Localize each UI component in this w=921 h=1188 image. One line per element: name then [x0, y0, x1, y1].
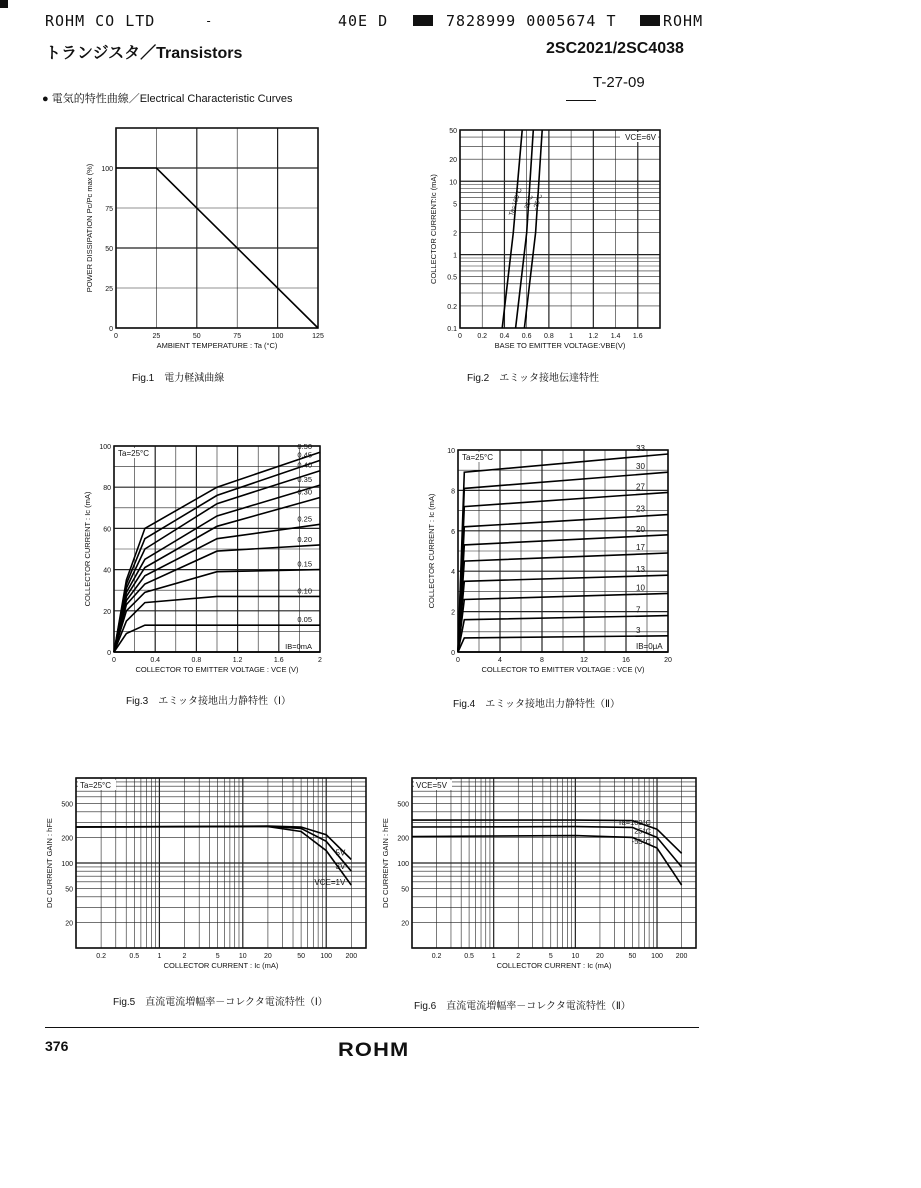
x-tick-label: 10	[238, 953, 247, 960]
y-axis-label: DC CURRENT GAIN : hFE	[381, 818, 390, 908]
x-tick-label: 0.6	[521, 333, 532, 340]
y-tick-label: 60	[103, 526, 111, 534]
y-tick-label: 200	[397, 835, 409, 843]
x-tick-label: 1	[157, 953, 162, 960]
y-tick-label: 0	[109, 326, 113, 333]
x-tick-label: 75	[233, 333, 242, 340]
series-line	[76, 826, 351, 859]
y-tick-label: 200	[61, 835, 73, 843]
black-block-icon	[413, 15, 433, 26]
curve-label: 0.05	[297, 615, 312, 625]
fig5-plot	[45, 778, 366, 970]
series-line	[516, 130, 534, 328]
y-tick-label: 80	[103, 485, 111, 493]
y-tick-label: 50	[449, 128, 457, 135]
x-tick-label: 0.5	[129, 953, 140, 960]
curve-label: 10	[636, 583, 645, 593]
curve-label: IB=0μA	[636, 642, 663, 651]
curve-label: 7	[636, 605, 641, 615]
x-tick-label: 50	[628, 953, 637, 960]
y-tick-label: 4	[451, 569, 455, 577]
curve-label: 30	[636, 462, 645, 472]
y-axis-label: COLLECTOR CURRENT:Ic (mA)	[429, 174, 438, 284]
x-tick-label: 20	[596, 953, 604, 960]
fig1-caption: Fig.1 電力軽減曲線	[132, 373, 225, 384]
x-tick-label: 2	[516, 953, 521, 960]
annotation-label: VCE=6V	[625, 133, 656, 142]
x-axis-label: AMBIENT TEMPERATURE : Ta (°C)	[156, 341, 278, 350]
y-tick-label: 25	[105, 286, 113, 293]
x-tick-label: 10	[571, 953, 580, 960]
chart-fig1	[60, 120, 350, 360]
curve-label: 33	[636, 444, 645, 454]
x-tick-label: 1.4	[610, 333, 621, 340]
y-axis-label: COLLECTOR CURRENT : Ic (mA)	[83, 491, 92, 607]
y-tick-label: 500	[397, 801, 409, 809]
x-tick-label: 12	[580, 657, 588, 664]
fig2-plot	[429, 128, 660, 350]
annotation-label: Ta=25°C	[462, 453, 493, 462]
curve-label: 0.15	[297, 559, 312, 569]
category-title: トランジスタ／Transistors	[45, 45, 243, 62]
y-tick-label: 10	[449, 179, 457, 187]
curve-label: 5V	[335, 848, 346, 858]
series-label: -25°C	[532, 193, 545, 212]
series-label: -55°C	[631, 837, 652, 847]
stamp-text: T-27-09	[593, 74, 645, 91]
x-tick-label: 0.2	[96, 953, 106, 960]
header-code1: 40E D	[338, 12, 389, 30]
x-tick-label: 100	[320, 953, 333, 960]
x-tick-label: 200	[675, 953, 688, 960]
x-tick-label: 1.6	[273, 657, 284, 664]
x-tick-label: 100	[271, 333, 284, 340]
y-tick-label: 40	[103, 567, 111, 575]
x-tick-label: 16	[622, 657, 630, 664]
x-axis-label: BASE TO EMITTER VOLTAGE:VBE(V)	[494, 341, 626, 350]
y-tick-label: 20	[449, 157, 457, 165]
x-tick-label: 0.2	[431, 953, 442, 960]
annotation-label: Ta=25°C	[80, 781, 111, 790]
x-tick-label: 0.2	[477, 333, 488, 340]
x-tick-label: 125	[312, 333, 324, 340]
curve-label: 27	[636, 482, 645, 492]
stamp-underline	[566, 100, 596, 101]
y-tick-label: 2	[451, 609, 455, 617]
x-tick-label: 20	[664, 657, 672, 664]
x-tick-label: 100	[651, 953, 663, 960]
y-tick-label: 0.1	[447, 326, 457, 333]
y-tick-label: 8	[451, 488, 455, 496]
y-axis-label: POWER DISSIPATION Pc/Pc max (%)	[85, 163, 94, 293]
rohm-logo: ROHM	[338, 1040, 410, 1061]
curve-label: 3V	[335, 862, 346, 872]
y-axis-label: COLLECTOR CURRENT : Ic (mA)	[427, 493, 436, 609]
y-tick-label: 100	[101, 166, 113, 173]
series-label: 25°C	[523, 194, 535, 211]
curve-label: 20	[636, 524, 645, 534]
x-tick-label: 0.4	[150, 657, 161, 664]
part-numbers: 2SC2021/2SC4038	[546, 40, 684, 57]
x-tick-label: 0.4	[499, 333, 510, 340]
series-label: Ta=100°C	[508, 187, 524, 217]
y-tick-label: 50	[65, 886, 73, 894]
x-tick-label: 0	[458, 333, 462, 340]
fig3-plot	[83, 442, 322, 674]
x-tick-label: 0	[456, 657, 460, 664]
fig6-caption: Fig.6 直流電流増幅率－コレクタ電流特性（Ⅱ）	[414, 1001, 631, 1012]
x-tick-label: 1	[491, 953, 496, 960]
header-code2: 7828999 0005674 T	[446, 12, 617, 30]
x-axis-label: COLLECTOR TO EMITTER VOLTAGE : VCE (V)	[135, 665, 299, 674]
annotation-label: VCE=5V	[416, 781, 447, 790]
fig3-caption: Fig.3 エミッタ接地出力静特性（Ⅰ）	[126, 696, 291, 707]
curve-label: 0.50	[297, 442, 312, 452]
chart-fig5	[40, 768, 370, 983]
curve-label: 17	[636, 543, 645, 553]
y-tick-label: 5	[453, 201, 457, 209]
page-number: 376	[45, 1038, 69, 1054]
curve-label: 0.35	[297, 475, 312, 485]
y-tick-label: 2	[453, 230, 457, 238]
y-tick-label: 0.5	[447, 274, 457, 282]
chart-fig6	[376, 768, 706, 983]
chart-fig2	[420, 120, 685, 360]
chart-fig4	[428, 436, 688, 681]
y-tick-label: 20	[103, 608, 111, 616]
x-tick-label: 0.8	[191, 657, 202, 664]
plot-frame	[460, 130, 660, 328]
curve-label: 0.40	[297, 460, 312, 470]
fig4-caption: Fig.4 エミッタ接地出力静特性（Ⅱ）	[453, 699, 620, 710]
y-tick-label: 1	[453, 252, 457, 260]
x-tick-label: 1.2	[232, 657, 243, 664]
y-tick-label: 100	[397, 861, 409, 868]
annotation-label: Ta=25°C	[118, 449, 149, 458]
curve-label: 23	[636, 504, 645, 514]
y-tick-label: 0	[451, 650, 455, 657]
y-tick-label: 500	[61, 801, 73, 809]
series-label: 25°C	[634, 826, 652, 836]
curve-label: 3	[636, 625, 641, 635]
fig4-plot	[427, 444, 672, 674]
x-tick-label: 20	[264, 953, 272, 960]
x-tick-label: 1.6	[632, 333, 643, 340]
footer-rule	[45, 1027, 699, 1028]
y-tick-label: 50	[105, 246, 113, 253]
series-label: Ta=100°C	[617, 818, 652, 828]
black-block-icon	[640, 15, 660, 26]
fig6-plot	[381, 778, 696, 970]
corner-mark	[0, 0, 8, 8]
y-tick-label: 20	[65, 920, 73, 928]
x-tick-label: 0	[112, 657, 116, 664]
x-tick-label: 50	[297, 953, 305, 960]
y-tick-label: 10	[447, 448, 455, 455]
fig2-caption: Fig.2 エミッタ接地伝達特性	[467, 373, 600, 384]
chart-fig3	[78, 436, 343, 681]
header-dash: -	[205, 14, 213, 28]
x-tick-label: 1.2	[588, 333, 599, 340]
x-tick-label: 1	[569, 333, 574, 340]
series-line	[76, 826, 351, 871]
y-tick-label: 6	[451, 528, 455, 536]
curve-label: IB=0mA	[285, 642, 312, 651]
x-tick-label: 0	[114, 333, 118, 340]
header-brand: ROHM	[663, 12, 704, 30]
curve-label: 0.25	[297, 514, 312, 524]
x-axis-label: COLLECTOR TO EMITTER VOLTAGE : VCE (V)	[481, 665, 645, 674]
y-axis-label: DC CURRENT GAIN : hFE	[45, 818, 54, 908]
x-tick-label: 0.5	[464, 953, 474, 960]
fig1-plot	[85, 128, 324, 350]
x-tick-label: 2	[318, 657, 322, 664]
y-tick-label: 100	[61, 861, 73, 868]
section-title: ● 電気的特性曲線／Electrical Characteristic Curves	[42, 93, 293, 105]
y-tick-label: 0.2	[447, 303, 457, 311]
x-axis-label: COLLECTOR CURRENT : Ic (mA)	[163, 961, 279, 970]
curve-label: VCE=1V	[314, 878, 346, 888]
x-tick-label: 8	[540, 657, 544, 664]
x-tick-label: 0.8	[544, 333, 554, 340]
x-axis-label: COLLECTOR CURRENT : Ic (mA)	[496, 961, 612, 970]
curve-label: 0.20	[297, 534, 312, 544]
y-tick-label: 100	[99, 444, 111, 451]
x-tick-label: 4	[498, 657, 502, 664]
x-tick-label: 200	[345, 953, 358, 960]
bullet-icon: ●	[42, 93, 52, 105]
y-tick-label: 20	[401, 920, 409, 928]
x-tick-label: 5	[548, 953, 553, 960]
y-tick-label: 0	[107, 650, 111, 657]
x-tick-label: 2	[182, 953, 187, 960]
x-tick-label: 5	[215, 953, 220, 960]
y-tick-label: 75	[105, 206, 113, 213]
curve-label: 0.30	[297, 487, 312, 497]
curve-label: 0.45	[297, 450, 312, 460]
y-tick-label: 50	[401, 886, 409, 894]
fig5-caption: Fig.5 直流電流増幅率－コレクタ電流特性（Ⅰ）	[113, 997, 328, 1008]
curve-label: 13	[636, 565, 645, 575]
x-tick-label: 25	[152, 333, 161, 340]
x-tick-label: 50	[192, 333, 201, 340]
company-name: ROHM CO LTD	[45, 12, 156, 30]
curve-label: 0.10	[297, 586, 312, 596]
